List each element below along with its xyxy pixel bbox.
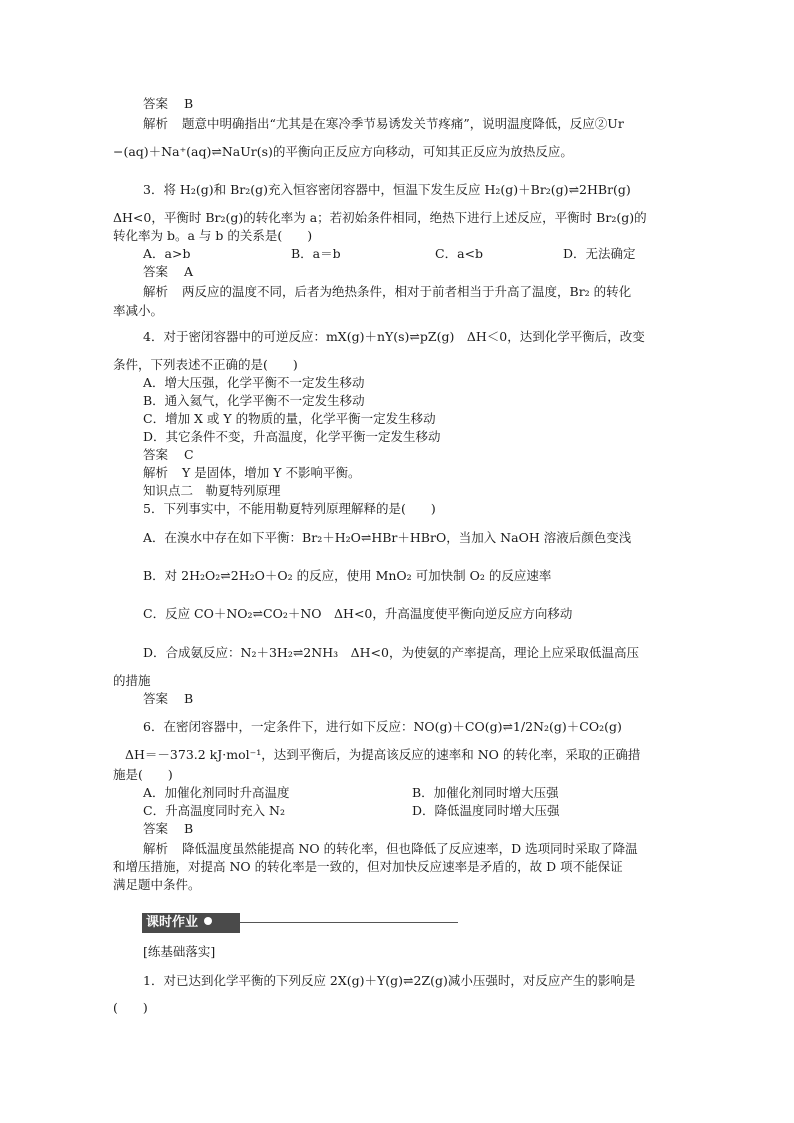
q3-stem-line-2: ΔH<0，平衡时 Br₂(g)的转化率为 a；若初始条件相同，绝热下进行上述反应，平衡时 Br₂(g)的 xyxy=(113,210,647,225)
answer-label: 答案 xyxy=(143,691,169,706)
analysis-text: Y 是固体，增加 Y 不影响平衡。 xyxy=(182,465,361,480)
analysis-text: 题意中明确指出“尤其是在寒冷季节易诱发关节疼痛”，说明温度降低，反应②Ur xyxy=(182,116,624,131)
q6-stem-line-2: ΔH＝－373.2 kJ·mol⁻¹，达到平衡后，为提高该反应的速率和 NO 的转化率，采取的正确措 xyxy=(125,747,641,762)
answer-value: C xyxy=(184,447,194,462)
homework-title: 课时作业 xyxy=(146,915,199,930)
hw-q1-stem-line-1: 1．对已达到化学平衡的下列反应 2X(g)＋Y(g)⇌2Z(g)减小压强时，对反应产生的影响是 xyxy=(143,973,636,988)
analysis-text: 两反应的温度不同，后者为绝热条件，相对于前者相当于升高了温度，Br₂ 的转化 xyxy=(182,284,632,299)
q4-analysis-line xyxy=(143,464,360,482)
q4-stem-line-2: 条件，下列表述不正确的是( ) xyxy=(113,357,298,372)
q6-option-d: D．降低温度同时增大压强 xyxy=(412,803,560,818)
q4-option-d: D．其它条件不变，升高温度，化学平衡一定发生移动 xyxy=(143,429,441,444)
q4-option-c: C．增加 X 或 Y 的物质的量，化学平衡一定发生移动 xyxy=(143,411,436,426)
q6-option-c: C．升高温度同时充入 N₂ xyxy=(143,803,285,818)
q3-option-d: D．无法确定 xyxy=(563,246,636,261)
q6-analysis-line-1 xyxy=(143,840,638,858)
bullet-icon xyxy=(204,917,212,925)
q5-option-d-line-1: D．合成氨反应：N₂＋3H₂⇌2NH₃ ΔH<0，为使氨的产率提高，理论上应采取低温高压 xyxy=(143,645,639,660)
q3-option-a: A．a>b xyxy=(143,246,191,261)
analysis-text: 降低温度虽然能提高 NO 的转化率，但也降低了反应速率，D 选项同时采取了降温 xyxy=(182,841,638,856)
q6-stem-line-1: 6．在密闭容器中，一定条件下，进行如下反应：NO(g)＋CO(g)⇌1/2N₂(g)＋CO₂(g) xyxy=(143,719,622,734)
answer-label: 答案 xyxy=(143,264,169,279)
q5-option-d-line-2: 的措施 xyxy=(113,673,151,688)
q3-analysis-line-2: 率减小。 xyxy=(113,303,164,318)
q6-option-a: A．加催化剂同时升高温度 xyxy=(143,785,290,800)
answer-label: 答案 xyxy=(143,821,169,836)
analysis-label: 解析 xyxy=(143,116,169,131)
q3-option-b: B．a＝b xyxy=(291,246,341,261)
q5-option-a: A．在溴水中存在如下平衡：Br₂＋H₂O⇌HBr＋HBrO，当加入 NaOH 溶液后颜色变浅 xyxy=(143,530,632,545)
q6-option-b: B．加催化剂同时增大压强 xyxy=(412,785,559,800)
answer-value: B xyxy=(184,691,194,706)
banner-divider xyxy=(240,922,458,923)
hw-q1-stem-line-2: ( ) xyxy=(113,1000,148,1015)
q4-answer-line xyxy=(143,446,194,464)
section-2-title: 知识点二 勒夏特列原理 xyxy=(143,483,281,498)
q6-analysis-line-3: 满足题中条件。 xyxy=(113,877,201,892)
q6-analysis-line-2: 和增压措施，对提高 NO 的转化率是一致的，但对加快反应速率是矛盾的，故 D 项不能保证 xyxy=(113,859,623,874)
q4-option-b: B．通入氦气，化学平衡不一定发生移动 xyxy=(143,393,365,408)
homework-banner xyxy=(142,913,240,933)
q6-stem-line-3: 施是( ) xyxy=(113,767,173,782)
q3-analysis-line-1 xyxy=(143,283,631,301)
analysis-label: 解析 xyxy=(143,284,169,299)
q5-answer-line xyxy=(143,690,193,708)
basic-section-label: [练基础落实] xyxy=(143,944,216,959)
q3-answer-line xyxy=(143,263,193,281)
q4-option-a: A．增大压强，化学平衡不一定发生移动 xyxy=(143,375,365,390)
analysis-label: 解析 xyxy=(143,841,169,856)
q6-answer-line xyxy=(143,820,193,838)
answer-label: 答案 xyxy=(143,96,169,111)
q3-stem-line-3: 转化率为 b。a 与 b 的关系是( ) xyxy=(113,228,313,243)
q2-analysis-line-2: −(aq)＋Na⁺(aq)⇌NaUr(s)的平衡向正反应方向移动，可知其正反应为放热反应。 xyxy=(113,144,573,159)
q3-option-c: C．a<b xyxy=(435,246,483,261)
answer-value: A xyxy=(184,264,194,279)
q2-analysis-line-1 xyxy=(143,115,624,133)
q2-answer-line xyxy=(143,95,193,113)
q5-stem: 5．下列事实中，不能用勒夏特列原理解释的是( ) xyxy=(143,501,436,516)
q5-option-b: B．对 2H₂O₂⇌2H₂O＋O₂ 的反应，使用 MnO₂ 可加快制 O₂ 的反应速率 xyxy=(143,568,552,583)
q5-option-c: C．反应 CO＋NO₂⇌CO₂＋NO ΔH<0，升高温度使平衡向逆反应方向移动 xyxy=(143,606,573,621)
answer-label: 答案 xyxy=(143,447,169,462)
answer-value: B xyxy=(184,96,194,111)
analysis-label: 解析 xyxy=(143,465,169,480)
q4-stem-line-1: 4．对于密闭容器中的可逆反应：mX(g)＋nY(s)⇌pZ(g) ΔH＜0，达到化学平衡后，改变 xyxy=(143,329,645,344)
q3-stem-line-1: 3．将 H₂(g)和 Br₂(g)充入恒容密闭容器中，恒温下发生反应 H₂(g)＋Br₂(g)⇌2HBr(g) xyxy=(143,182,631,197)
answer-value: B xyxy=(184,821,194,836)
